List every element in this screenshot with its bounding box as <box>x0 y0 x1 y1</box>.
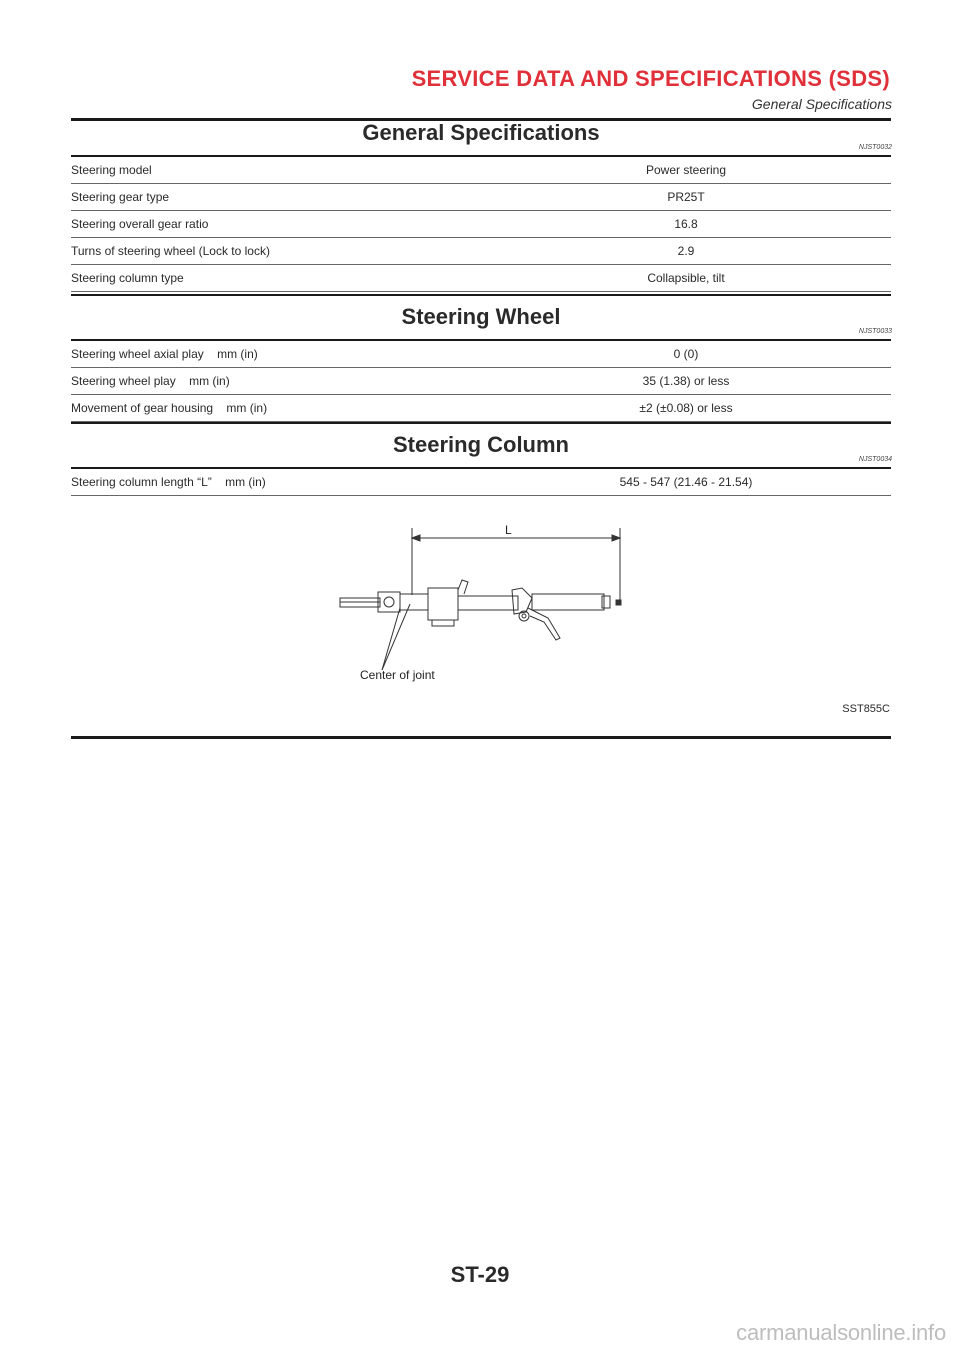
table-row <box>71 265 891 292</box>
table-row <box>71 184 891 211</box>
table-row <box>71 157 891 184</box>
spec-value: 0 (0) <box>481 341 891 368</box>
page-number: ST-29 <box>450 1262 510 1287</box>
steering-column-table <box>71 469 891 496</box>
watermark: carmanualsonline.info <box>736 1320 946 1345</box>
spec-value: ±2 (±0.08) or less <box>481 395 891 422</box>
section-code: NJST0032 <box>858 144 892 151</box>
spec-value: 16.8 <box>481 211 891 238</box>
upper-column <box>532 594 604 610</box>
spec-label: Steering overall gear ratio <box>71 211 481 238</box>
section-title-steering-wheel: Steering Wheel <box>401 304 561 329</box>
arrow-right-icon <box>612 535 620 541</box>
spec-label: Steering column type <box>71 265 481 292</box>
table-row <box>71 211 891 238</box>
callout-leader <box>382 608 400 670</box>
spec-value: PR25T <box>481 184 891 211</box>
spec-value: 35 (1.38) or less <box>481 368 891 395</box>
section-code: NJST0034 <box>858 456 892 463</box>
spec-label: Steering wheel axial play mm (in) <box>71 341 481 368</box>
spec-value: 545 - 547 (21.46 - 21.54) <box>481 469 891 496</box>
section-code: NJST0033 <box>858 328 892 335</box>
callout-label: Center of joint <box>360 668 435 682</box>
table-row <box>71 368 891 395</box>
section-end-divider <box>71 736 891 739</box>
spec-label: Movement of gear housing mm (in) <box>71 395 481 422</box>
figure-code: SST855C <box>842 703 890 715</box>
spec-value: Collapsible, tilt <box>481 265 891 292</box>
page-header-subtitle: General Specifications <box>751 96 892 112</box>
spec-value: Power steering <box>481 157 891 184</box>
section-title-general-specifications: General Specifications <box>362 120 600 145</box>
table-row <box>71 469 891 496</box>
table-row <box>71 238 891 265</box>
arrow-left-icon <box>412 535 420 541</box>
column-tube <box>458 596 518 610</box>
spec-label: Steering model <box>71 157 481 184</box>
section-divider <box>71 294 891 296</box>
spec-label: Steering wheel play mm (in) <box>71 368 481 395</box>
spec-value: 2.9 <box>481 238 891 265</box>
universal-joint <box>378 592 400 612</box>
page-header-title: SERVICE DATA AND SPECIFICATIONS (SDS) <box>411 66 890 91</box>
steering-column-illustration <box>320 520 640 690</box>
spec-label: Turns of steering wheel (Lock to lock) <box>71 238 481 265</box>
steering-wheel-table <box>71 341 891 422</box>
table-row <box>71 395 891 422</box>
column-housing <box>428 588 458 620</box>
spec-label: Steering gear type <box>71 184 481 211</box>
spec-label: Steering column length “L” mm (in) <box>71 469 481 496</box>
general-specifications-table <box>71 157 891 292</box>
tilt-lever <box>528 608 560 640</box>
table-row <box>71 341 891 368</box>
section-divider <box>71 422 891 424</box>
section-title-steering-column: Steering Column <box>392 432 569 457</box>
dimension-label: L <box>505 523 512 537</box>
